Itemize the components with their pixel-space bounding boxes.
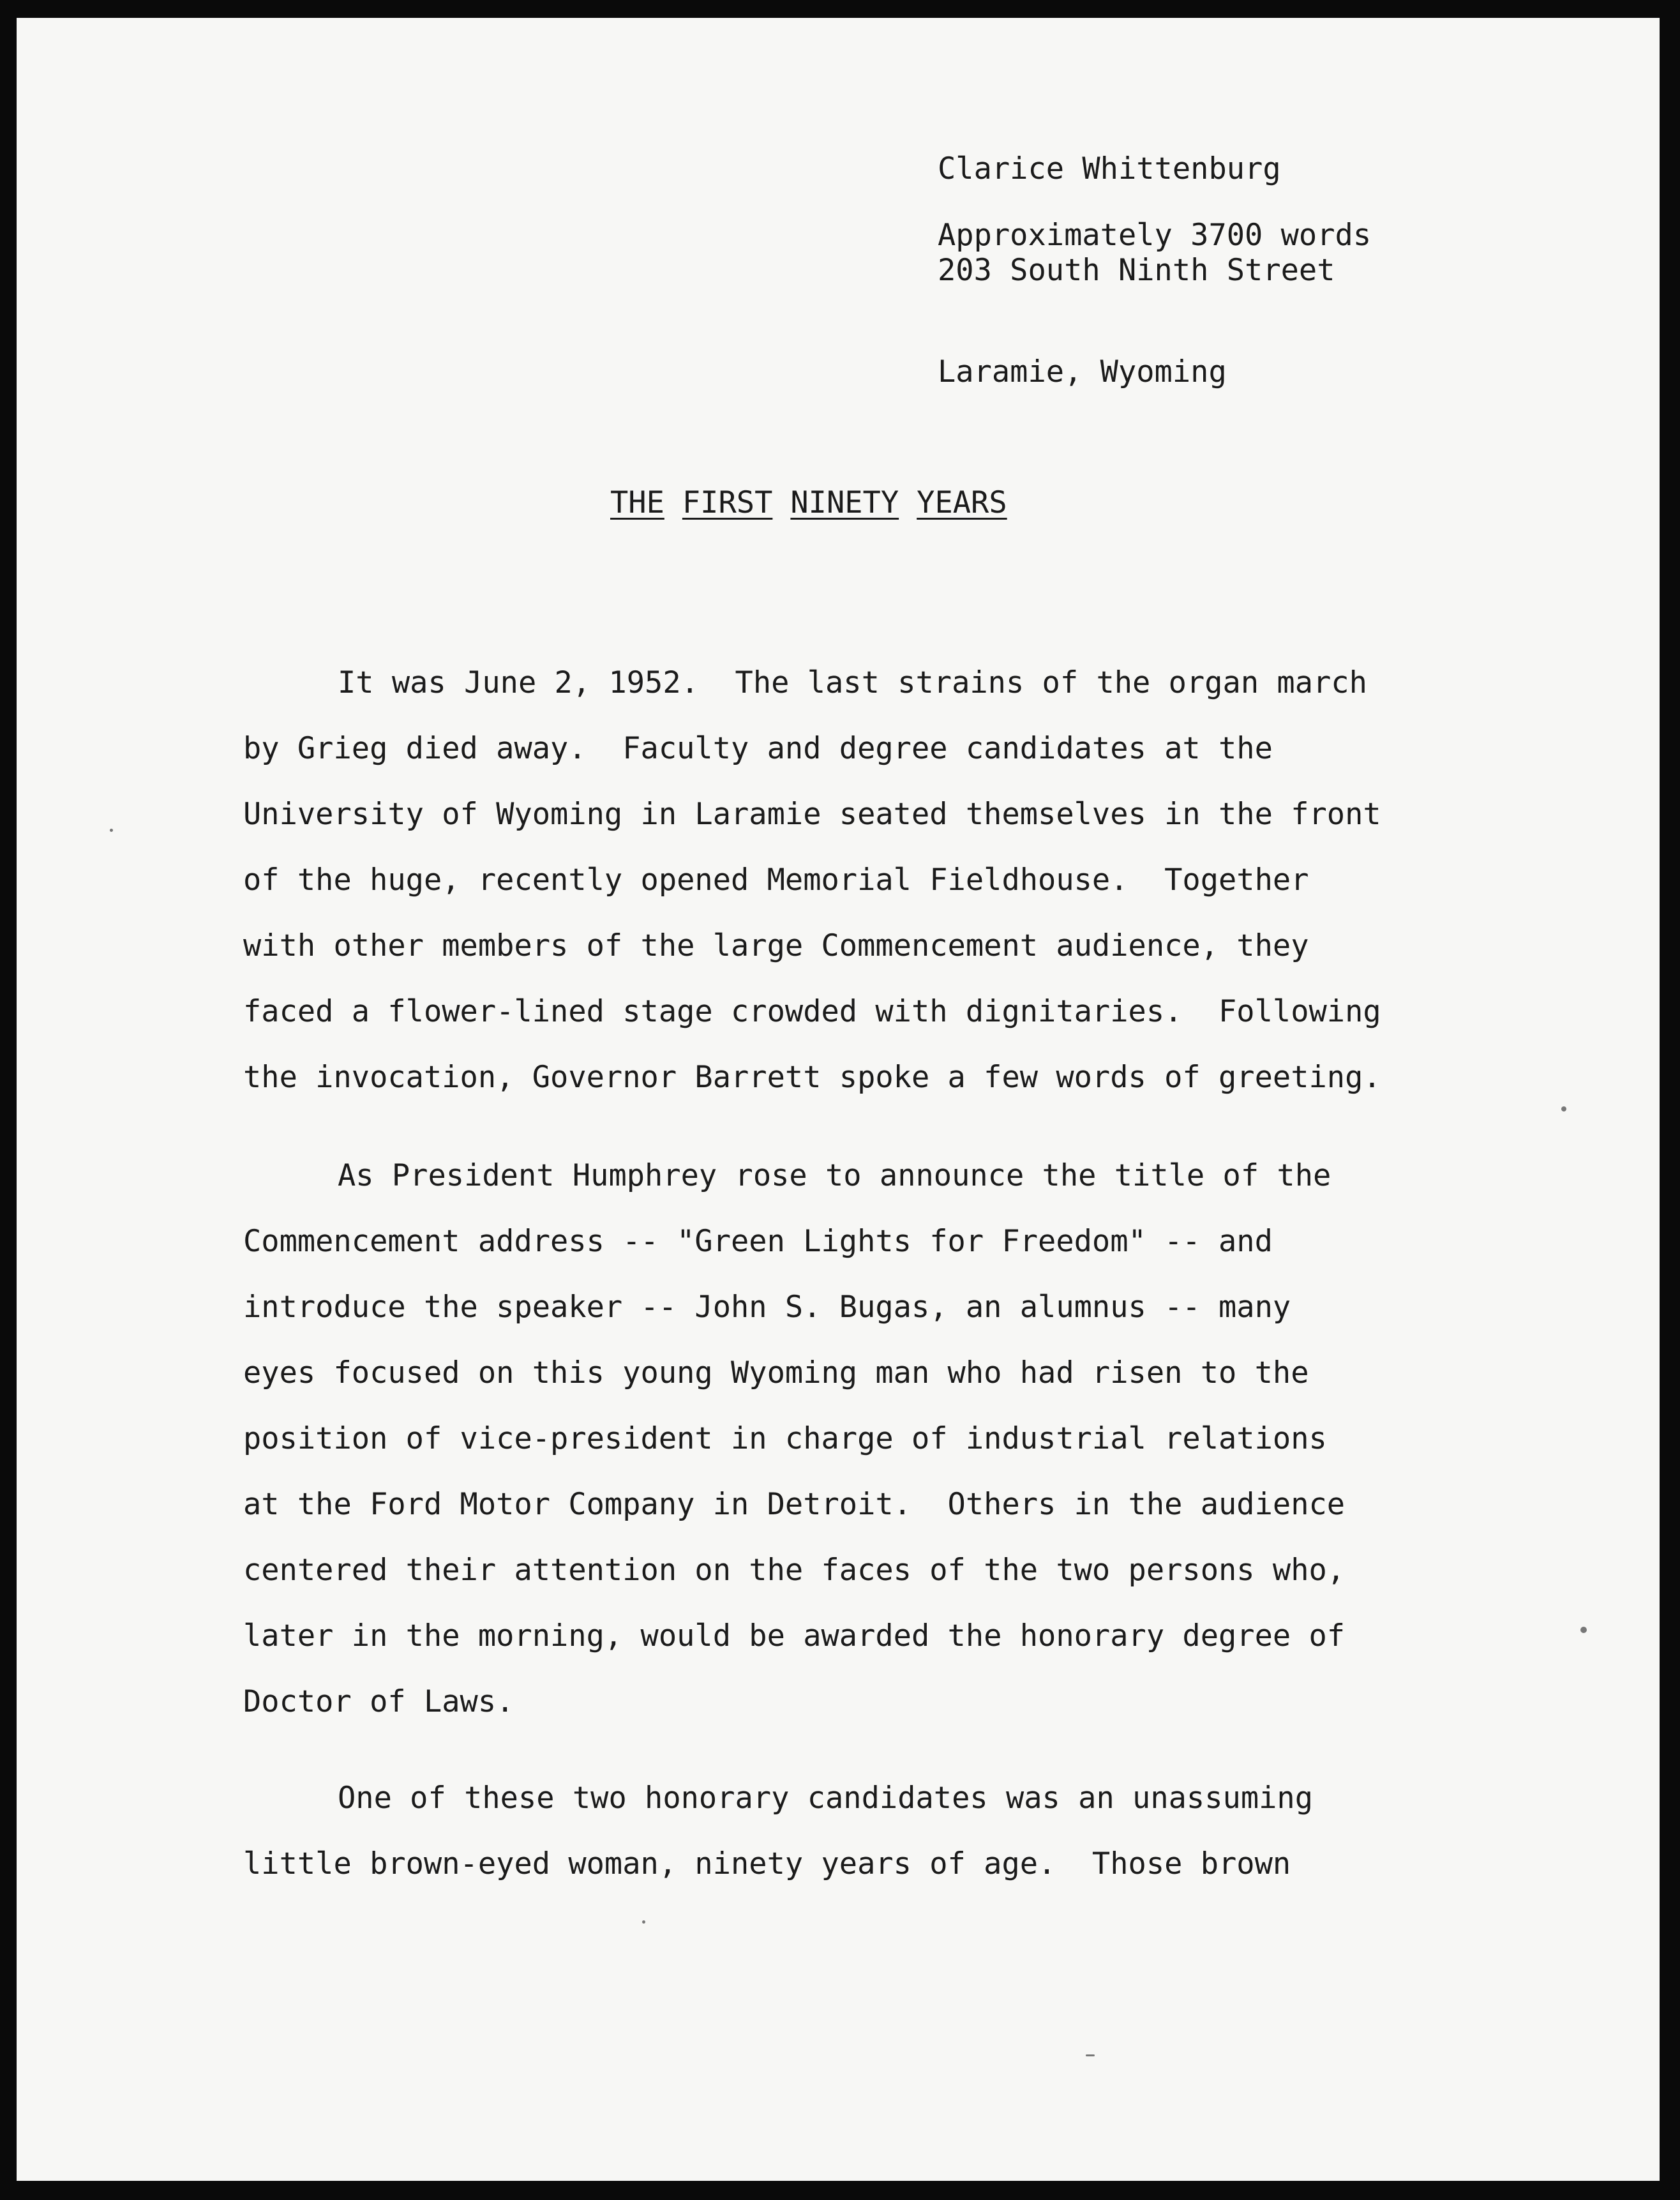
title-word: NINETY [790,485,899,520]
text-line: by Grieg died away. Faculty and degree candidates at the [243,731,1273,766]
title-word: YEARS [917,485,1007,520]
word-count: Approximately 3700 words [938,218,1372,253]
title-word: FIRST [682,485,773,520]
author-city: Laramie, Wyoming [938,354,1227,389]
text-line: the invocation, Governor Barrett spoke a few words of greeting. [243,1060,1381,1095]
author-name: Clarice Whittenburg [938,151,1281,186]
text-line: of the huge, recently opened Memorial Fieldhouse. Together [243,863,1309,898]
text-line: Commencement address -- "Green Lights for Freedom" -- and [243,1224,1273,1259]
typewritten-page [17,18,1660,2181]
paragraph-1 [243,650,1520,1110]
paper-speck [1580,1627,1587,1633]
text-line: little brown-eyed woman, ninety years of age. Those brown [243,1846,1291,1881]
text-line: with other members of the large Commencement audience, they [243,928,1309,963]
text-line: Doctor of Laws. [243,1684,514,1719]
text-line: It was June 2, 1952. The last strains of the organ march [338,665,1367,700]
text-line: at the Ford Motor Company in Detroit. Others in the audience [243,1487,1346,1522]
paragraph-2 [243,1143,1520,1735]
paper-speck [1086,2054,1095,2056]
paper-speck [1561,1106,1566,1111]
text-line: position of vice-president in charge of industrial relations [243,1421,1327,1456]
paper-speck [642,1920,645,1924]
document-title [610,484,1007,522]
text-line: later in the morning, would be awarded the honorary degree of [243,1618,1346,1654]
text-line: faced a flower-lined stage crowded with dignitaries. Following [243,994,1381,1029]
text-line: As President Humphrey rose to announce the title of the [338,1158,1331,1193]
paper-speck [110,829,113,832]
text-line: centered their attention on the faces of the two persons who, [243,1553,1346,1588]
text-line: eyes focused on this young Wyoming man who had risen to the [243,1355,1309,1390]
text-line: introduce the speaker -- John S. Bugas, an alumnus -- many [243,1290,1291,1325]
title-word: THE [610,485,664,520]
author-street: 203 South Ninth Street [938,253,1335,288]
paragraph-3 [243,1765,1520,1897]
text-line: One of these two honorary candidates was an unassuming [338,1781,1314,1816]
text-line: University of Wyoming in Laramie seated themselves in the front [243,797,1381,832]
author-address-block [938,84,1335,456]
